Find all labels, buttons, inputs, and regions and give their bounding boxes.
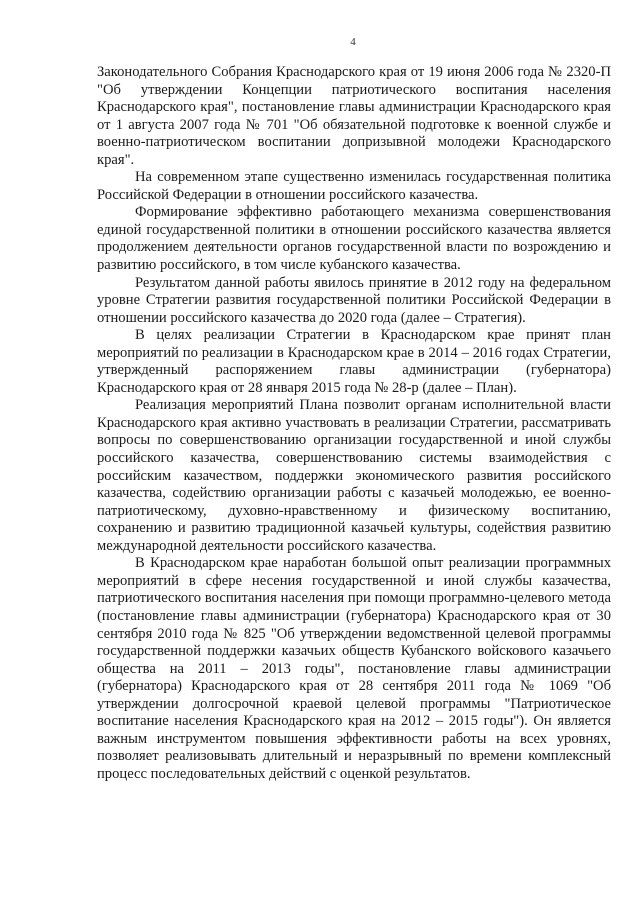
paragraph-plan-implementation: Реализация мероприятий Плана позволит органам исполнительной власти Краснодарского края активно участвовать в реализации Стратегии, рассматривать вопросы по совершенствованию организации государственной и иной службы российского казачества, совершенствованию системы взаимодействия с российским казачеством, поддержки экономического развития российского казачества, содействию организации работы с казачьей молодежью, ее военно-патриотическому, духовно-нравственному и физическому воспитанию, сохранению и развитию традиционной казачьей культуры, содействия развитию международной деятельности российского казачества.	[97, 397, 611, 554]
paragraph-policy-change: На современном этапе существенно изменилась государственная политика Российской Федерации в отношении российского казачества.	[97, 169, 611, 203]
paragraph-action-plan: В целях реализации Стратегии в Краснодарском крае принят план мероприятий по реализации в Краснодарском крае в 2014 – 2016 годах Стратегии, утвержденный распоряжением главы администрации (губернатора) Краснодарского края от 28 января 2015 года № 28-р (далее – План).	[97, 327, 611, 396]
paragraph-legal-acts-continuation: Законодательного Собрания Краснодарского края от 19 июня 2006 года № 2320-П "Об утверждении Концепции патриотического воспитания населения Краснодарского края", постановление главы администрации Краснодарского края от 1 августа 2007 года № 701 "Об обязательной подготовке к военной службе и военно-патриотическом воспитании допризывной молодежи Краснодарского края".	[97, 64, 611, 168]
paragraph-mechanism-formation: Формирование эффективно работающего механизма совершенствования единой государственной политики в отношении российского казачества является продолжением деятельности органов государственной власти по возрождению и развитию российского, в том числе кубанского казачества.	[97, 204, 611, 274]
page-number: 4	[350, 36, 356, 48]
document-body	[97, 64, 611, 783]
paragraph-strategy-adoption: Результатом данной работы явилось принятие в 2012 году на федеральном уровне Стратегии развития государственной политики Российской Федерации в отношении российского казачества до 2020 года (далее – Стратегия).	[97, 274, 611, 326]
paragraph-program-experience: В Краснодарском крае наработан большой опыт реализации программных мероприятий в сфере несения государственной и иной службы казачества, патриотического воспитания населения при помощи программно-целевого метода (постановление главы администрации (губернатора) Краснодарского края от 30 сентября 2010 года № 825 "Об утверждении ведомственной целевой программы государственной поддержки казачьих обществ Кубанского войскового казачьего общества на 2011 – 2013 годы", постановление главы администрации (губернатора) Краснодарского края от 28 сентября 2011 года № 1069 "Об утверждении долгосрочной краевой целевой программы "Патриотическое воспитание населения Краснодарского края на 2012 – 2015 годы"). Он является важным инструментом повышения эффективности работы на всех уровнях, позволяет реализовывать длительный и неразрывный по времени комплексный процесс последовательных действий с оценкой результатов.	[97, 555, 611, 782]
